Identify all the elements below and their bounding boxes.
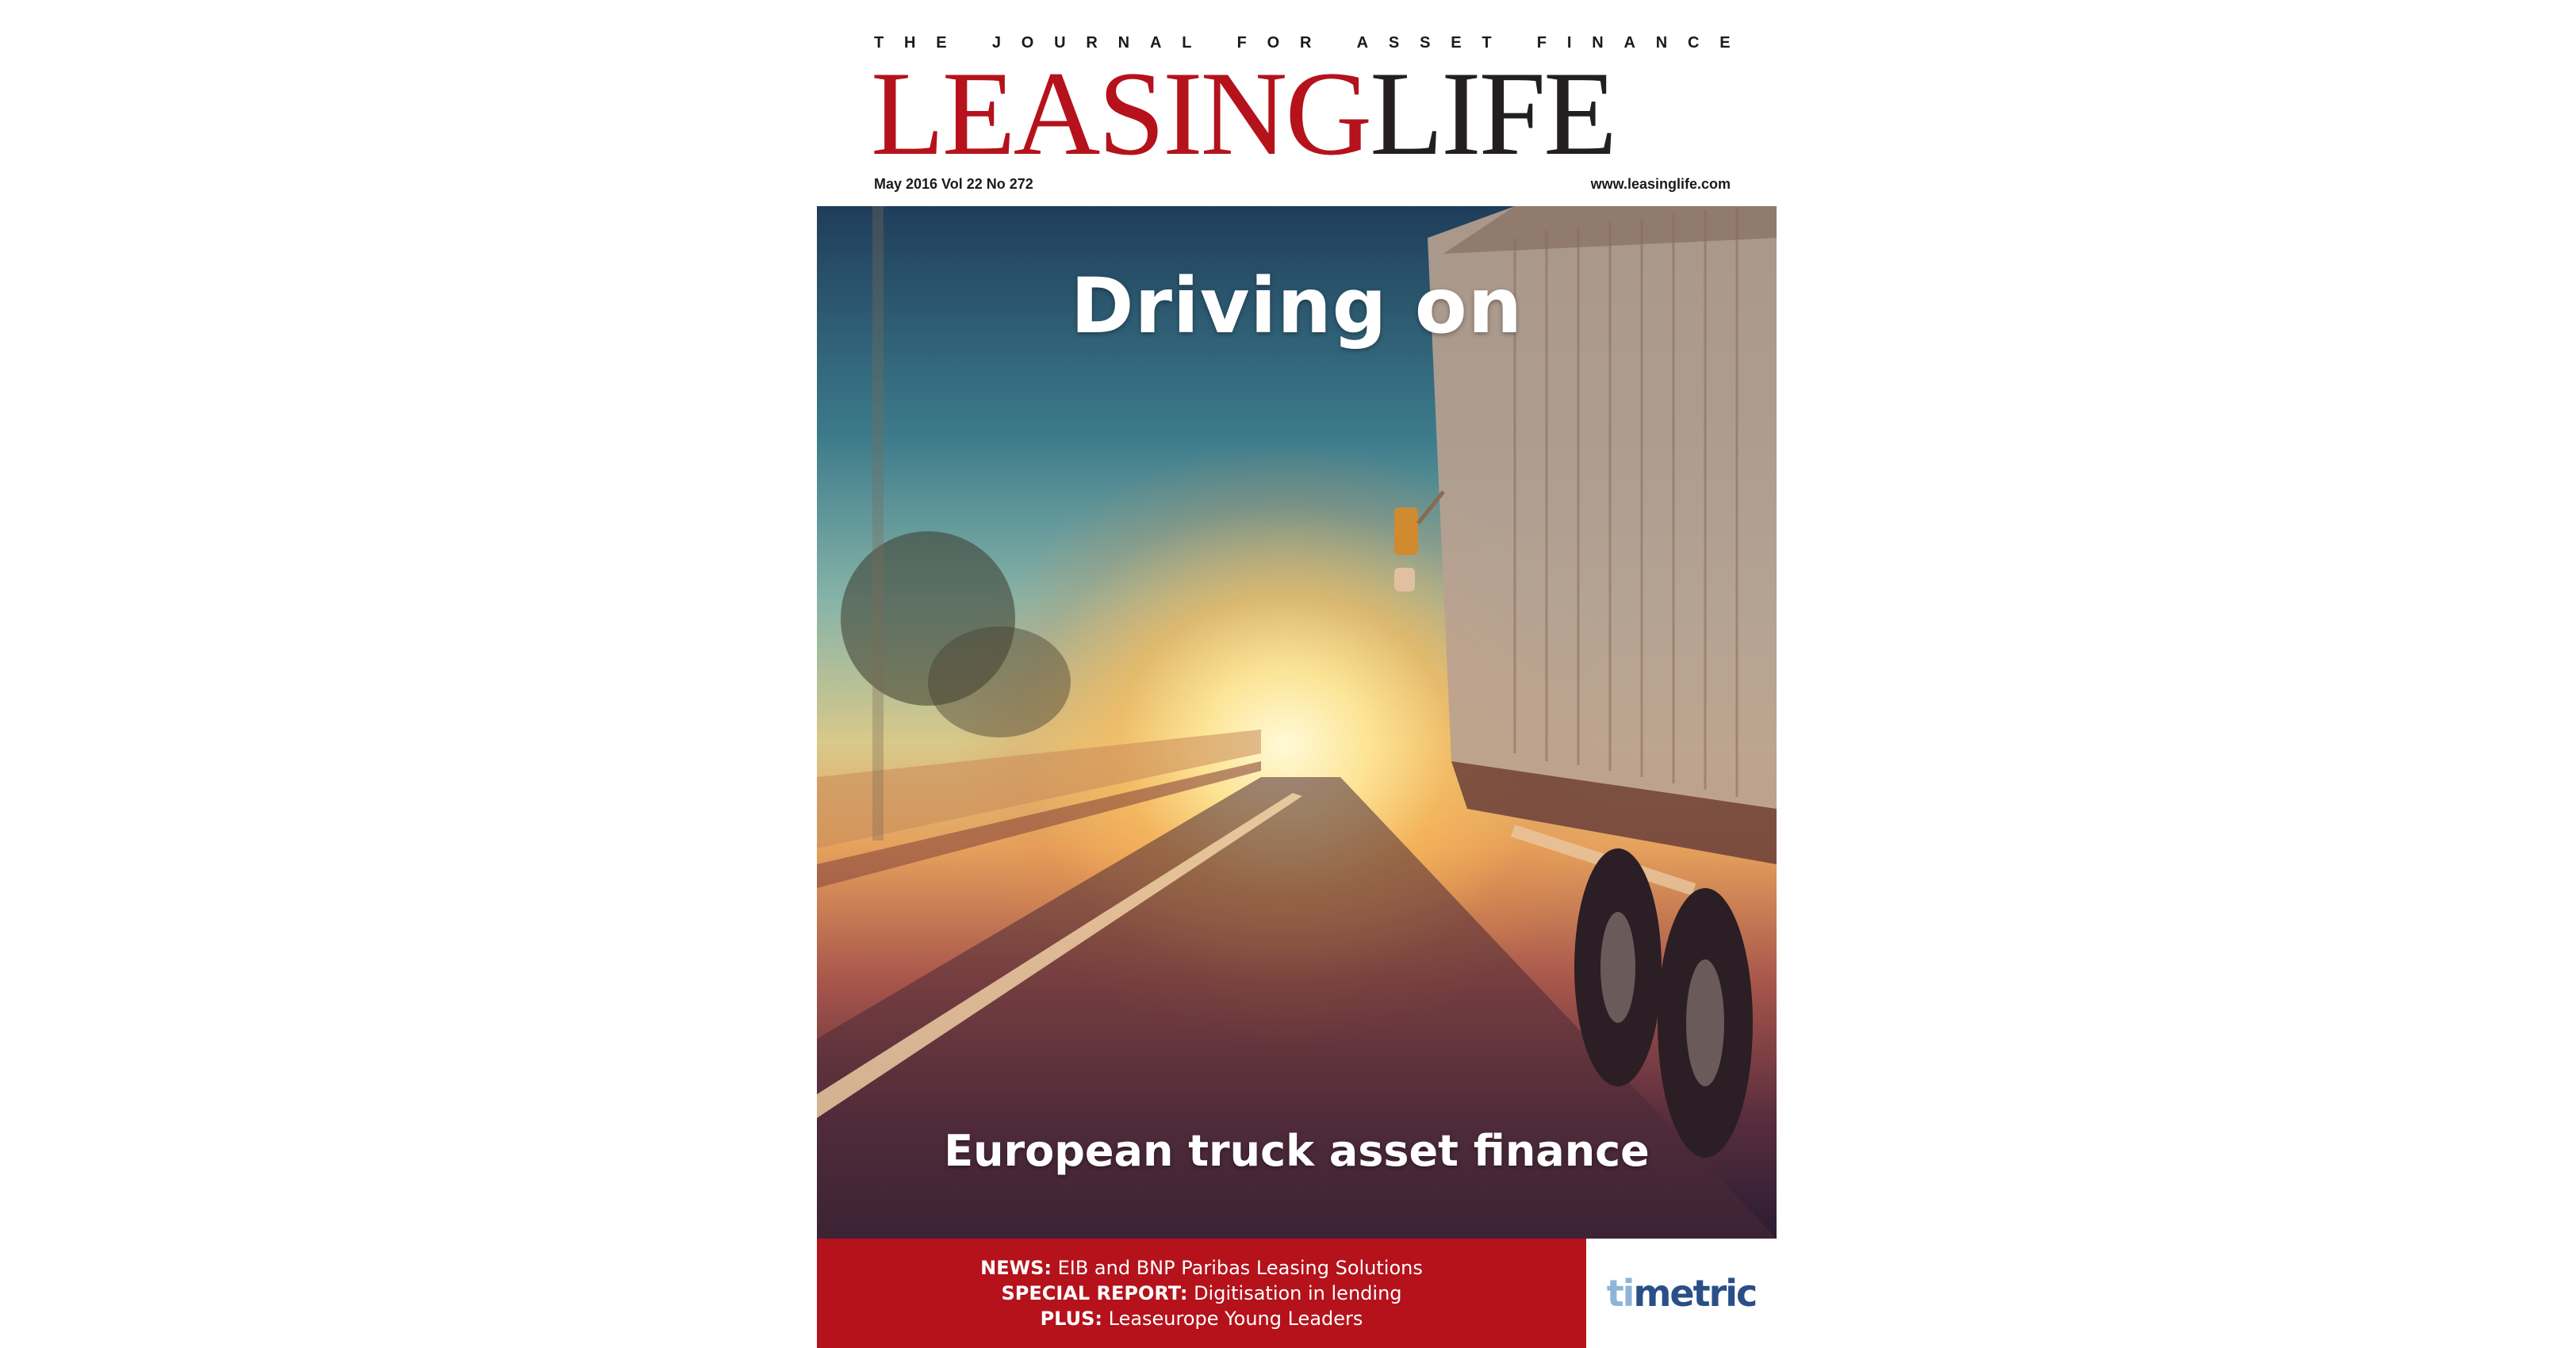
- tagline-char: I: [1566, 34, 1572, 52]
- tagline-char: E: [936, 34, 947, 52]
- cover-subheadline: European truck asset finance: [944, 1126, 1650, 1176]
- tagline-char: F: [1236, 34, 1247, 52]
- issue-info: May 2016 Vol 22 No 272: [874, 176, 1033, 192]
- tagline-char: A: [1149, 34, 1162, 52]
- cover-photo: [817, 206, 1777, 1239]
- issue-line: [874, 176, 1731, 193]
- cover-lines-band: [817, 1239, 1586, 1348]
- cover-line-plus: PLUS: Leaseurope Young Leaders: [1040, 1308, 1363, 1330]
- tagline-char: R: [1086, 34, 1098, 52]
- cover-line-special-report: SPECIAL REPORT: Digitisation in lending: [1001, 1282, 1402, 1304]
- sponsor-box: [1586, 1239, 1777, 1348]
- tagline-char: N: [1117, 34, 1130, 52]
- tagline-char: U: [1054, 34, 1066, 52]
- tagline-char: N: [1655, 34, 1668, 52]
- tagline-char: T: [874, 34, 884, 52]
- tagline-char: E: [1451, 34, 1462, 52]
- tagline-char: A: [1356, 34, 1369, 52]
- tagline-char: J: [991, 34, 1001, 52]
- tagline-char: A: [1623, 34, 1635, 52]
- website-url: www.leasinglife.com: [1590, 176, 1731, 192]
- tagline-char: C: [1688, 34, 1700, 52]
- masthead-title: [871, 47, 1735, 180]
- tagline-char: S: [1420, 34, 1431, 52]
- tagline-char: H: [904, 34, 916, 52]
- tagline-char: R: [1300, 34, 1312, 52]
- masthead-life: LIFE: [1370, 47, 1616, 180]
- tagline-char: S: [1388, 34, 1400, 52]
- tagline-char: T: [1482, 34, 1492, 52]
- tagline-char: F: [1536, 34, 1547, 52]
- timetric-logo: timetric: [1606, 1272, 1757, 1315]
- magazine-cover: [817, 0, 1777, 1348]
- tagline-char: N: [1592, 34, 1604, 52]
- cover-headline: Driving on: [1070, 262, 1524, 350]
- truck-highway-illustration: [817, 206, 1777, 1239]
- tagline-char: O: [1267, 34, 1280, 52]
- masthead-leasing: LEASING: [871, 47, 1370, 180]
- cover-line-news: NEWS: EIB and BNP Paribas Leasing Solutions: [980, 1257, 1423, 1279]
- tagline-char: L: [1182, 34, 1192, 52]
- tagline-char: E: [1719, 34, 1731, 52]
- tagline-char: O: [1021, 34, 1034, 52]
